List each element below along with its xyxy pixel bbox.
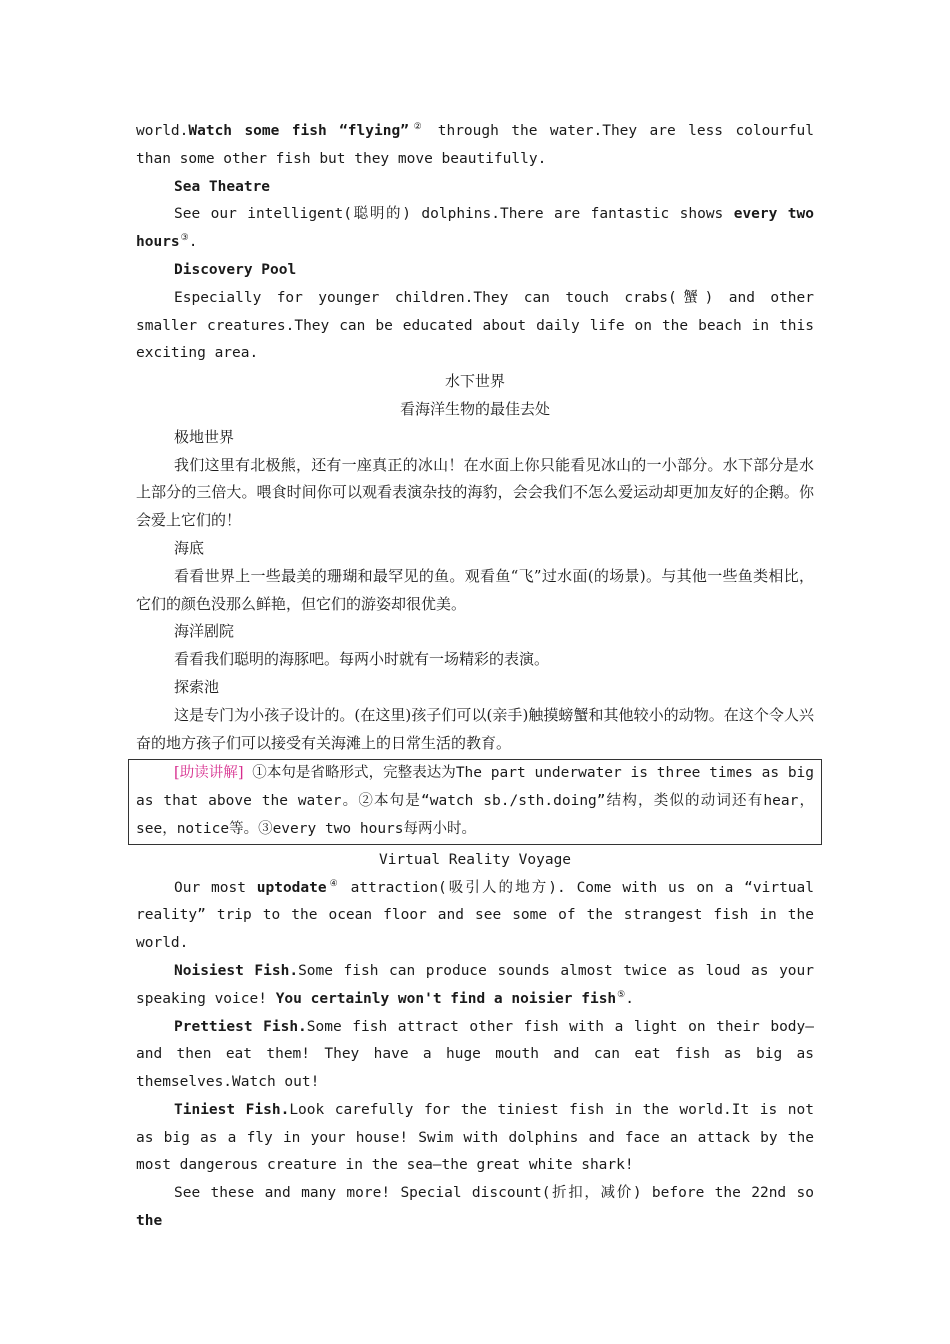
bold-phrase: uptodate <box>256 879 327 896</box>
bold-phrase: Watch some fish “flying” <box>188 123 409 139</box>
chinese-paragraph-theatre: 看看我们聪明的海豚吧。每两小时就有一场精彩的表演。 <box>174 650 550 669</box>
chinese-paragraph-polar: 我们这里有北极熊，还有一座真正的冰山！在水面上你只能看见冰山的一小部分。水下部分是水上部分的三倍大。喂食时间你可以观看表演杂技的海豹，会会我们不怎么爱运动却更加友好的企鹅。你会爱上它们的！ <box>136 455 814 530</box>
footnote-marker: ③ <box>180 233 189 244</box>
chinese-heading-polar: 极地世界 <box>174 427 235 446</box>
text: See these and many more! Special discount(折扣，减价) before the 22nd so <box>174 1185 814 1202</box>
paragraph-tiniest-fish <box>136 1097 814 1180</box>
text: attraction(吸引人的地方). Come with us on a “virtual reality” trip to the ocean floor and see some of the strangest fish in the world. <box>136 879 814 952</box>
chinese-subtitle: 看海洋生物的最佳去处 <box>399 399 550 418</box>
text: through the water.They are less colourful than some other fish but they move beautifully. <box>136 123 815 167</box>
bold-phrase: You certainly won't find a noisier fish <box>275 990 617 1007</box>
text: Some fish attract other fish with a light on their body—and then eat them! They have a huge mouth and can eat fish as big as themselves.Watch out! <box>136 1018 814 1091</box>
text: Some fish can produce sounds almost twice as loud as your speaking voice! <box>136 962 814 1007</box>
footnote-marker: ④ <box>327 878 340 889</box>
bold-phrase: Tiniest Fish. <box>174 1101 290 1118</box>
reading-notes-box <box>128 759 822 844</box>
chinese-heading-seabed: 海底 <box>174 538 205 557</box>
heading-sea-theatre: Sea Theatre <box>174 178 271 195</box>
paragraph-virtual-reality <box>136 875 814 958</box>
chinese-paragraph-pool: 这是专门为小孩子设计的。(在这里)孩子们可以(亲手)触摸螃蟹和其他较小的动物。在这个令人兴奋的地方孩子们可以接受有关海滩上的日常生活的教育。 <box>136 705 814 752</box>
chinese-title: 水下世界 <box>444 372 505 391</box>
chinese-heading-pool: 探索池 <box>174 677 220 696</box>
text: . <box>625 990 634 1007</box>
text: Our most <box>174 879 257 896</box>
footnote-marker: ② <box>409 122 426 132</box>
paragraph-underwater-flying <box>136 118 814 174</box>
chinese-paragraph-seabed: 看看世界上一些最美的珊瑚和最罕见的鱼。观看鱼“飞”过水面(的场景)。与其他一些鱼类相比，它们的颜色没那么鲜艳，但它们的游姿却很优美。 <box>136 566 814 613</box>
bold-phrase: every two hours <box>136 206 814 251</box>
text: . <box>188 234 198 251</box>
paragraph-prettiest-fish <box>136 1014 814 1097</box>
reading-notes-text <box>136 760 814 843</box>
footnote-marker: ⑤ <box>617 989 626 1000</box>
text: See our intelligent(聪明的) dolphins.There are fantastic shows <box>174 206 734 223</box>
reading-notes-tag: [助读讲解] <box>174 765 244 782</box>
text: world. <box>136 123 189 139</box>
paragraph-discovery-pool: Especially for younger children.They can touch crabs(蟹) and other smaller creatures.They can be educated about daily life on the beach in this exciting area. <box>136 289 814 362</box>
paragraph-sea-theatre <box>136 201 814 257</box>
paragraph-noisiest-fish <box>136 958 814 1014</box>
note-content: ①本句是省略形式，完整表达为The part underwater is three times as big as that above the water。②本句是“watch sb./sth.doing”结构，类似的动词还有hear，see，notice等。③every two hours每两小时。 <box>136 765 815 837</box>
paragraph-discount <box>136 1180 814 1236</box>
bold-phrase: Noisiest Fish. <box>174 962 299 979</box>
text: Look carefully for the tiniest fish in the world.It is not as big as a fly in your house! Swim with dolphins and face an attack by the most dangerous creature in the sea—the great white shark! <box>136 1101 814 1174</box>
document-page <box>136 118 814 1236</box>
bold-phrase: the <box>136 1213 163 1230</box>
bold-phrase: Prettiest Fish. <box>174 1018 307 1035</box>
section-title-virtual-reality: Virtual Reality Voyage <box>378 851 572 868</box>
heading-discovery-pool: Discovery Pool <box>174 261 297 278</box>
chinese-heading-theatre: 海洋剧院 <box>174 622 235 641</box>
